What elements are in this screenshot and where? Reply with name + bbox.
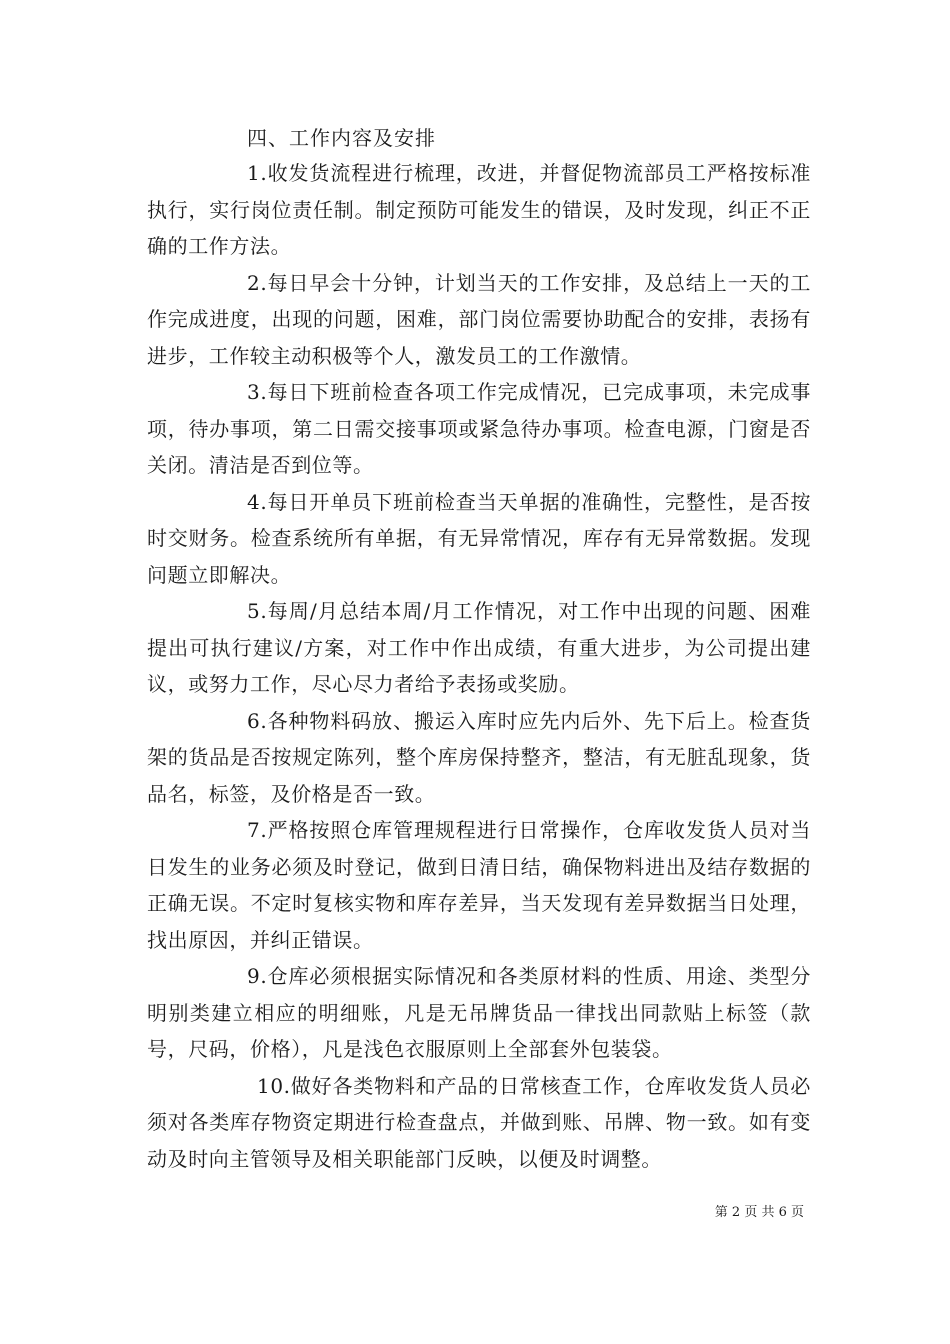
document-body xyxy=(147,155,811,1177)
section-heading: 四、工作内容及安排 xyxy=(247,126,436,150)
paragraph-10: 10.做好各类物料和产品的日常核查工作，仓库收发货人员必须对各类库存物资定期进行检查盘点，并做到账、吊牌、物一致。如有变动及时向主管领导及相关职能部门反映，以便及时调整。 xyxy=(147,1073,811,1171)
page-number: 第 2 页 共 6 页 xyxy=(714,1205,804,1220)
paragraph-4: 4.每日开单员下班前检查当天单据的准确性，完整性，是否按时交财务。检查系统所有单据，有无异常情况，库存有无异常数据。发现问题立即解决。 xyxy=(147,489,811,587)
paragraph-7: 7.严格按照仓库管理规程进行日常操作，仓库收发货人员对当日发生的业务必须及时登记，做到日清日结，确保物料进出及结存数据的正确无误。不定时复核实物和库存差异，当天发现有差异数据当日处理，找出原因，并纠正错误。 xyxy=(147,818,811,952)
paragraph-6: 6.各种物料码放、搬运入库时应先内后外、先下后上。检查货架的货品是否按规定陈列，整个库房保持整齐，整洁，有无脏乱现象，货品名，标签，及价格是否一致。 xyxy=(147,708,811,806)
paragraph-1: 1.收发货流程进行梳理，改进，并督促物流部员工严格按标准执行，实行岗位责任制。制定预防可能发生的错误，及时发现，纠正不正确的工作方法。 xyxy=(147,161,811,258)
paragraph-3: 3.每日下班前检查各项工作完成情况，已完成事项，未完成事项，待办事项，第二日需交接事项或紧急待办事项。检查电源，门窗是否关闭。清洁是否到位等。 xyxy=(147,380,811,477)
paragraph-9: 9.仓库必须根据实际情况和各类原材料的性质、用途、类型分明别类建立相应的明细账，凡是无吊牌货品一律找出同款贴上标签（款号，尺码，价格），凡是浅色衣服原则上全部套外包装袋。 xyxy=(147,964,811,1061)
paragraph-5: 5.每周/月总结本周/月工作情况，对工作中出现的问题、困难提出可执行建议/方案，对工作中作出成绩，有重大进步，为公司提出建议，或努力工作，尽心尽力者给予表扬或奖励。 xyxy=(147,599,811,696)
paragraph-2: 2.每日早会十分钟，计划当天的工作安排，及总结上一天的工作完成进度，出现的问题，困难，部门岗位需要协助配合的安排，表扬有进步，工作较主动积极等个人，激发员工的工作激情。 xyxy=(147,270,811,368)
